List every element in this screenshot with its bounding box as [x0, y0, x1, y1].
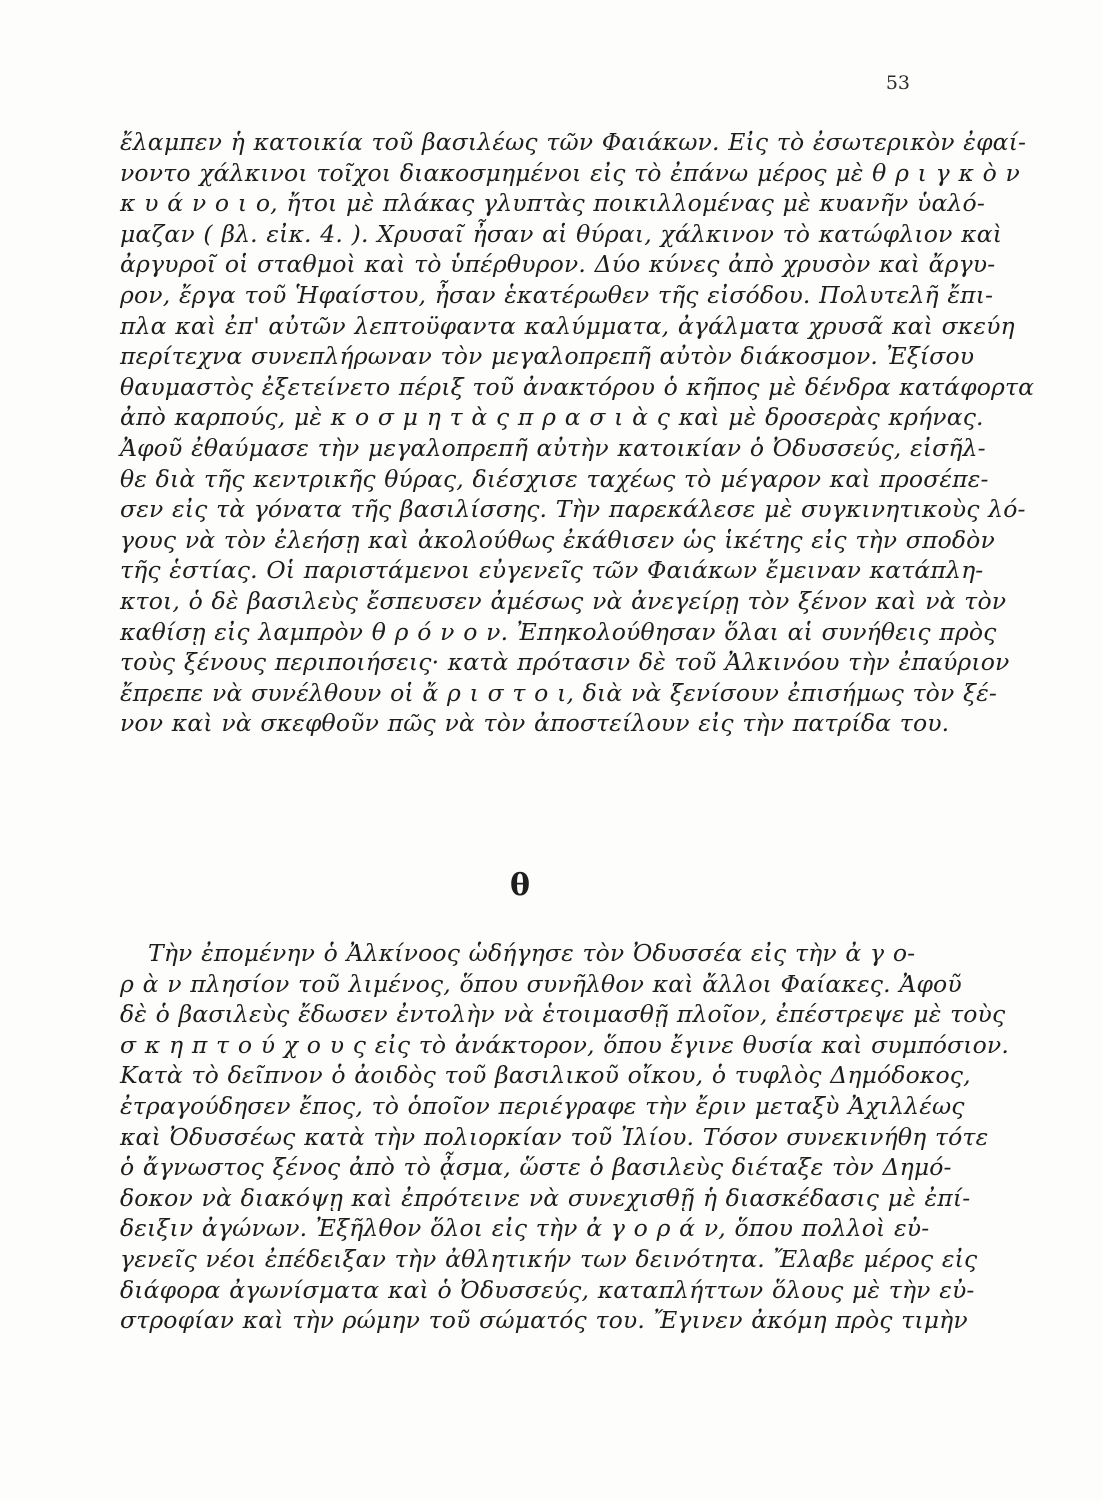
text-line: τοὺς ξένους περιποιήσεις· κατὰ πρότασιν δὲ τοῦ Ἀλκινόου τὴν ἐπαύριον — [120, 648, 1010, 677]
text-line: Κατὰ τὸ δεῖπνον ὁ ἀοιδὸς τοῦ βασιλικοῦ οἴκου, ὁ τυφλὸς Δημόδοκος, — [120, 1061, 971, 1090]
text-line: καὶ Ὀδυσσέως κατὰ τὴν πολιορκίαν τοῦ Ἰλίου. Τόσον συνεκινήθη τότε — [120, 1122, 989, 1151]
text-line: νοντο χάλκινοι τοῖχοι διακοσμημένοι εἰς τὸ ἐπάνω μέρος μὲ θ ρ ι γ κ ὸ ν — [120, 158, 1020, 187]
text-line: ὁ ἄγνωστος ξένος ἀπὸ τὸ ᾆσμα, ὥστε ὁ βασιλεὺς διέταξε τὸν Δημό- — [120, 1153, 952, 1182]
paragraph-2 — [120, 938, 1009, 1336]
text-line: κτοι, ὁ δὲ βασιλεὺς ἔσπευσεν ἀμέσως νὰ ἀνεγείρῃ τὸν ξένον καὶ νὰ τὸν — [120, 586, 1007, 615]
text-line: δὲ ὁ βασιλεὺς ἔδωσεν ἐντολὴν νὰ ἑτοιμασθῇ πλοῖον, ἐπέστρεψε μὲ τοὺς — [120, 1000, 1006, 1029]
text-line: ἀπὸ καρπούς, μὲ κ ο σ μ η τ ὰ ς π ρ α σ ι ὰ ς καὶ μὲ δροσερὰς κρήνας. — [120, 403, 984, 432]
text-line: ἔπρεπε νὰ συνέλθουν οἱ ἄ ρ ι σ τ ο ι, διὰ νὰ ξενίσουν ἐπισήμως τὸν ξέ- — [120, 678, 997, 707]
text-line: Τὴν ἐπομένην ὁ Ἀλκίνοος ὡδήγησε τὸν Ὀδυσσέα εἰς τὴν ἀ γ ο- — [148, 939, 916, 967]
text-line: ἐτραγούδησεν ἔπος, τὸ ὁποῖον περιέγραφε τὴν ἔριν μεταξὺ Ἀχιλλέως — [120, 1091, 965, 1120]
text-line: ρον, ἔργα τοῦ Ἡφαίστου, ἦσαν ἑκατέρωθεν τῆς εἰσόδου. Πολυτελῆ ἔπι- — [120, 280, 994, 309]
text-line: μαζαν ( βλ. εἰκ. 4. ). Χρυσαῖ ἦσαν αἱ θύραι, χάλκινον τὸ κατώφλιον καὶ — [120, 219, 1003, 248]
text-line: θε διὰ τῆς κεντρικῆς θύρας, διέσχισε ταχέως τὸ μέγαρον καὶ προσέπε- — [120, 464, 989, 493]
text-line: σεν εἰς τὰ γόνατα τῆς βασιλίσσης. Τὴν παρεκάλεσε μὲ συγκινητικοὺς λό- — [120, 495, 1026, 524]
text-line: νον καὶ νὰ σκεφθοῦν πῶς νὰ τὸν ἀποστείλουν εἰς τὴν πατρίδα του. — [120, 709, 950, 738]
text-line: κ υ ά ν ο ι ο, ἤτοι μὲ πλάκας γλυπτὰς ποικιλλομένας μὲ κυανῆν ὑαλό- — [120, 189, 985, 218]
text-line: γενεῖς νέοι ἐπέδειξαν τὴν ἀθλητικήν των δεινότητα. Ἔλαβε μέρος εἰς — [120, 1244, 978, 1273]
text-line: θαυμαστὸς ἐξετείνετο πέριξ τοῦ ἀνακτόρου ὁ κῆπος μὲ δένδρα κατάφορτα — [120, 372, 1035, 401]
text-line: διάφορα ἀγωνίσματα καὶ ὁ Ὀδυσσεύς, καταπλήττων ὅλους μὲ τὴν εὐ- — [120, 1275, 975, 1304]
page-number: 53 — [885, 72, 910, 94]
text-line: δειξιν ἀγώνων. Ἐξῆλθον ὅλοι εἰς τὴν ἀ γ ο ρ ά ν, ὅπου πολλοὶ εὐ- — [120, 1214, 930, 1243]
section-mark: θ — [509, 868, 530, 903]
text-line: ἀργυροῖ οἱ σταθμοὶ καὶ τὸ ὑπέρθυρον. Δύο κύνες ἀπὸ χρυσὸν καὶ ἄργυ- — [120, 250, 996, 279]
text-line: σ κ η π τ ο ύ χ ο υ ς εἰς τὸ ἀνάκτορον, ὅπου ἔγινε θυσία καὶ συμπόσιον. — [120, 1030, 1009, 1059]
text-line: στροφίαν καὶ τὴν ρώμην τοῦ σώματός του. Ἔγινεν ἀκόμη πρὸς τιμὴν — [120, 1306, 968, 1335]
text-line: γους νὰ τὸν ἐλεήσῃ καὶ ἀκολούθως ἐκάθισεν ὡς ἱκέτης εἰς τὴν σποδὸν — [120, 525, 995, 554]
text-line: Ἀφοῦ ἐθαύμασε τὴν μεγαλοπρεπῆ αὐτὴν κατοικίαν ὁ Ὀδυσσεύς, εἰσῆλ- — [120, 433, 986, 462]
text-line: ρ ὰ ν πλησίον τοῦ λιμένος, ὅπου συνῆλθον καὶ ἄλλοι Φαίακες. Ἀφοῦ — [120, 969, 962, 998]
text-line: καθίσῃ εἰς λαμπρὸν θ ρ ό ν ο ν. Ἐπηκολούθησαν ὅλαι αἱ συνήθεις πρὸς — [120, 617, 997, 646]
text-line: ἔλαμπεν ἡ κατοικία τοῦ βασιλέως τῶν Φαιάκων. Εἰς τὸ ἐσωτερικὸν ἐφαί- — [120, 128, 1027, 156]
text-line: περίτεχνα συνεπλήρωναν τὸν μεγαλοπρεπῆ αὐτὸν διάκοσμον. Ἐξίσου — [120, 342, 975, 371]
text-line: δοκον νὰ διακόψῃ καὶ ἐπρότεινε νὰ συνεχισθῇ ἡ διασκέδασις μὲ ἐπί- — [120, 1183, 971, 1212]
text-line: τῆς ἑστίας. Οἱ παριστάμενοι εὐγενεῖς τῶν Φαιάκων ἔμειναν κατάπλη- — [120, 556, 984, 585]
text-line: πλα καὶ ἐπ' αὐτῶν λεπτοϋφαντα καλύμματα, ἀγάλματα χρυσᾶ καὶ σκεύη — [120, 311, 1015, 340]
paragraph-1 — [120, 127, 1035, 739]
